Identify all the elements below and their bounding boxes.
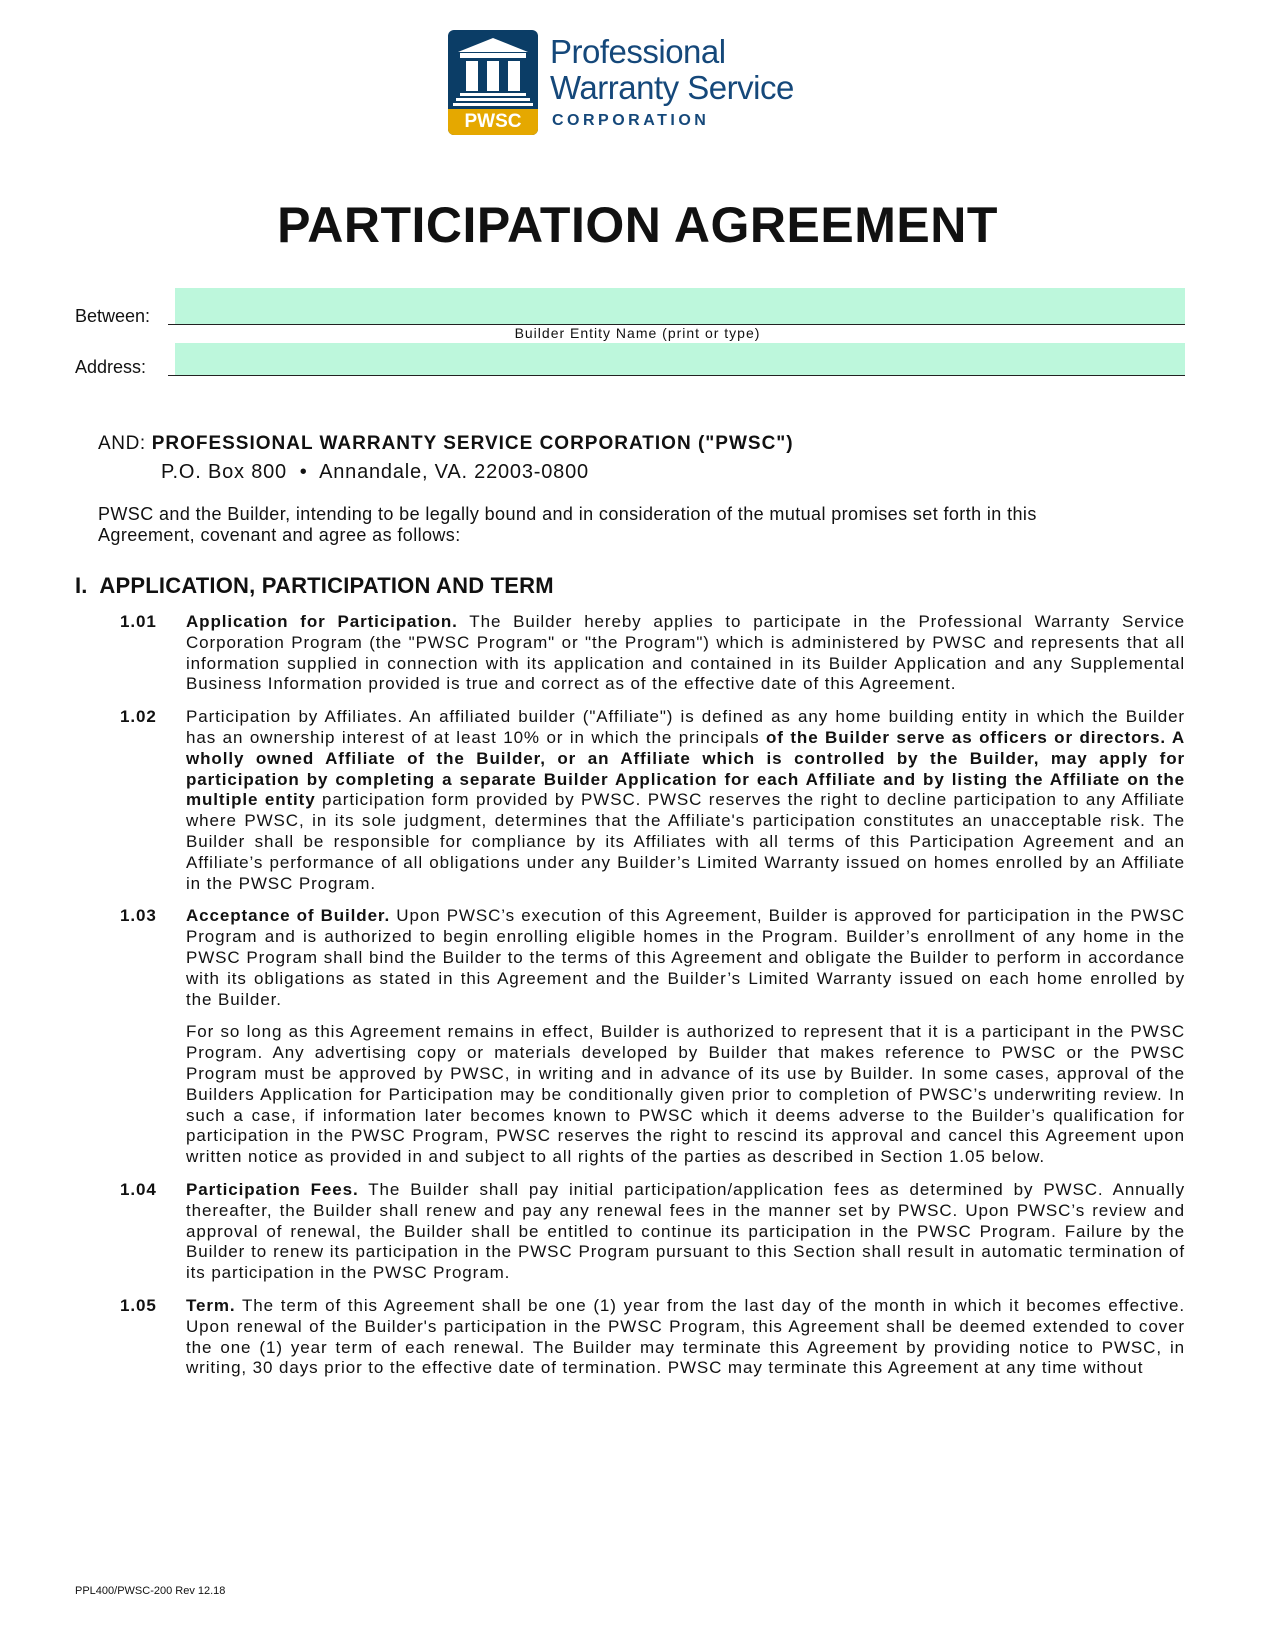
divider (168, 375, 1185, 376)
clause-1-05: 1.05 Term. The term of this Agreement shall be one (1) year from the last day of the month in which it becomes effective. Upon renewal of the Builder's participation in the PWSC Program, this Agreement shall be deemed extended to cover the one (1) year term of each renewal. The Builder may terminate this Agreement by providing notice to PWSC, in writing, 30 days prior to the effective date of termination. PWSC may terminate this Agreement at any time without (120, 1295, 1185, 1378)
address-field[interactable] (175, 343, 1185, 375)
logo-badge: PWSC (448, 109, 538, 135)
builder-name-field[interactable] (175, 288, 1185, 324)
logo-name: Professional Warranty Service (550, 33, 794, 106)
intro-paragraph: PWSC and the Builder, intending to be legally bound and in consideration of the mutual promises set forth in this Agreement, covenant and agree as follows: (98, 504, 1037, 545)
building-logo-icon (448, 30, 538, 135)
between-label: Between: (75, 306, 151, 326)
clause-1-01: 1.01 Application for Participation. The Builder hereby applies to participate in the Professional Warranty Service Corporation Program (the "PWSC Program" or "the Program") which is administered by PWSC and represents that all information supplied in connection with its application and contained in its Builder Application and any Supplemental Business Information provided is true and correct as of the effective date of this Agreement. (120, 612, 1185, 694)
section-heading: I. APPLICATION, PARTICIPATION AND TERM (75, 573, 554, 598)
logo-corporation: CORPORATION (552, 112, 710, 129)
clause-1-04: 1.04 Participation Fees. The Builder shall pay initial participation/application fees as determined by PWSC. Annually thereafter, the Builder shall renew and pay any renewal fees in the manner set by PWSC. Upon PWSC’s review and approval of renewal, the Builder shall be entitled to continue its participation in the PWSC Program. Failure by the Builder to renew its participation in the PWSC Program pursuant to this Section shall result in automatic termination of its participation in the PWSC Program. (120, 1179, 1185, 1283)
party-name: AND: PROFESSIONAL WARRANTY SERVICE CORPORATION ("PWSC") (98, 433, 794, 454)
address-label: Address: (75, 357, 147, 377)
form-number: PPL400/PWSC-200 Rev 12.18 (75, 1585, 226, 1597)
clause-1-02: 1.02 Participation by Affiliates. An affiliated builder ("Affiliate") is defined as any home building entity in which the Builder has an ownership interest of at least 10% or in which the principals of the Builder serve as officers or directors. A wholly owned Affiliate of the Builder, or an Affiliate which is controlled by the Builder, may apply for participation by completing a separate Builder Application for each Affiliate and by listing the Affiliate on the multiple entity participation form provided by PWSC. PWSC reserves the right to decline participation to any Affiliate where PWSC, in its sole judgment, determines that the Affiliate's participation constitutes an unacceptable risk. The Builder shall be responsible for compliance by its Affiliates with all terms of this Participation Agreement and an Affiliate’s performance of all obligations under any Builder’s Limited Warranty issued on homes enrolled by an Affiliate in the PWSC Program. (120, 707, 1185, 893)
party-address: P.O. Box 800 • Annandale, VA. 22003-0800 (161, 461, 589, 483)
page-title: PARTICIPATION AGREEMENT (277, 197, 998, 253)
clause-1-03: 1.03 Acceptance of Builder. Upon PWSC’s execution of this Agreement, Builder is approved for participation in the PWSC Program and is authorized to begin enrolling eligible homes in the Program. Builder’s enrollment of any home in the PWSC Program shall bind the Builder to the terms of this Agreement and obligate the Builder to perform in accordance with its obligations as stated in this Agreement and the Builder’s Limited Warranty issued on each home enrolled by the Builder. For so long as this Agreement remains in effect, Builder is authorized to represent that it is a participant in the PWSC Program. Any advertising copy or materials developed by Builder that makes reference to PWSC or the PWSC Program must be approved by PWSC, in writing and in advance of its use by Builder. In some cases, approval of the Builders Application for Participation may be conditionally given prior to completion of PWSC’s underwriting review. In such a case, if information later becomes known to PWSC which it deems adverse to the Builder’s qualification for participation in the PWSC Program, PWSC reserves the right to rescind its approval and cancel this Agreement upon written notice as provided in and subject to all rights of the parties as described in Section 1.05 below. (120, 906, 1185, 1167)
pwsc-logo (448, 30, 828, 135)
builder-name-caption: Builder Entity Name (print or type) (514, 325, 761, 341)
